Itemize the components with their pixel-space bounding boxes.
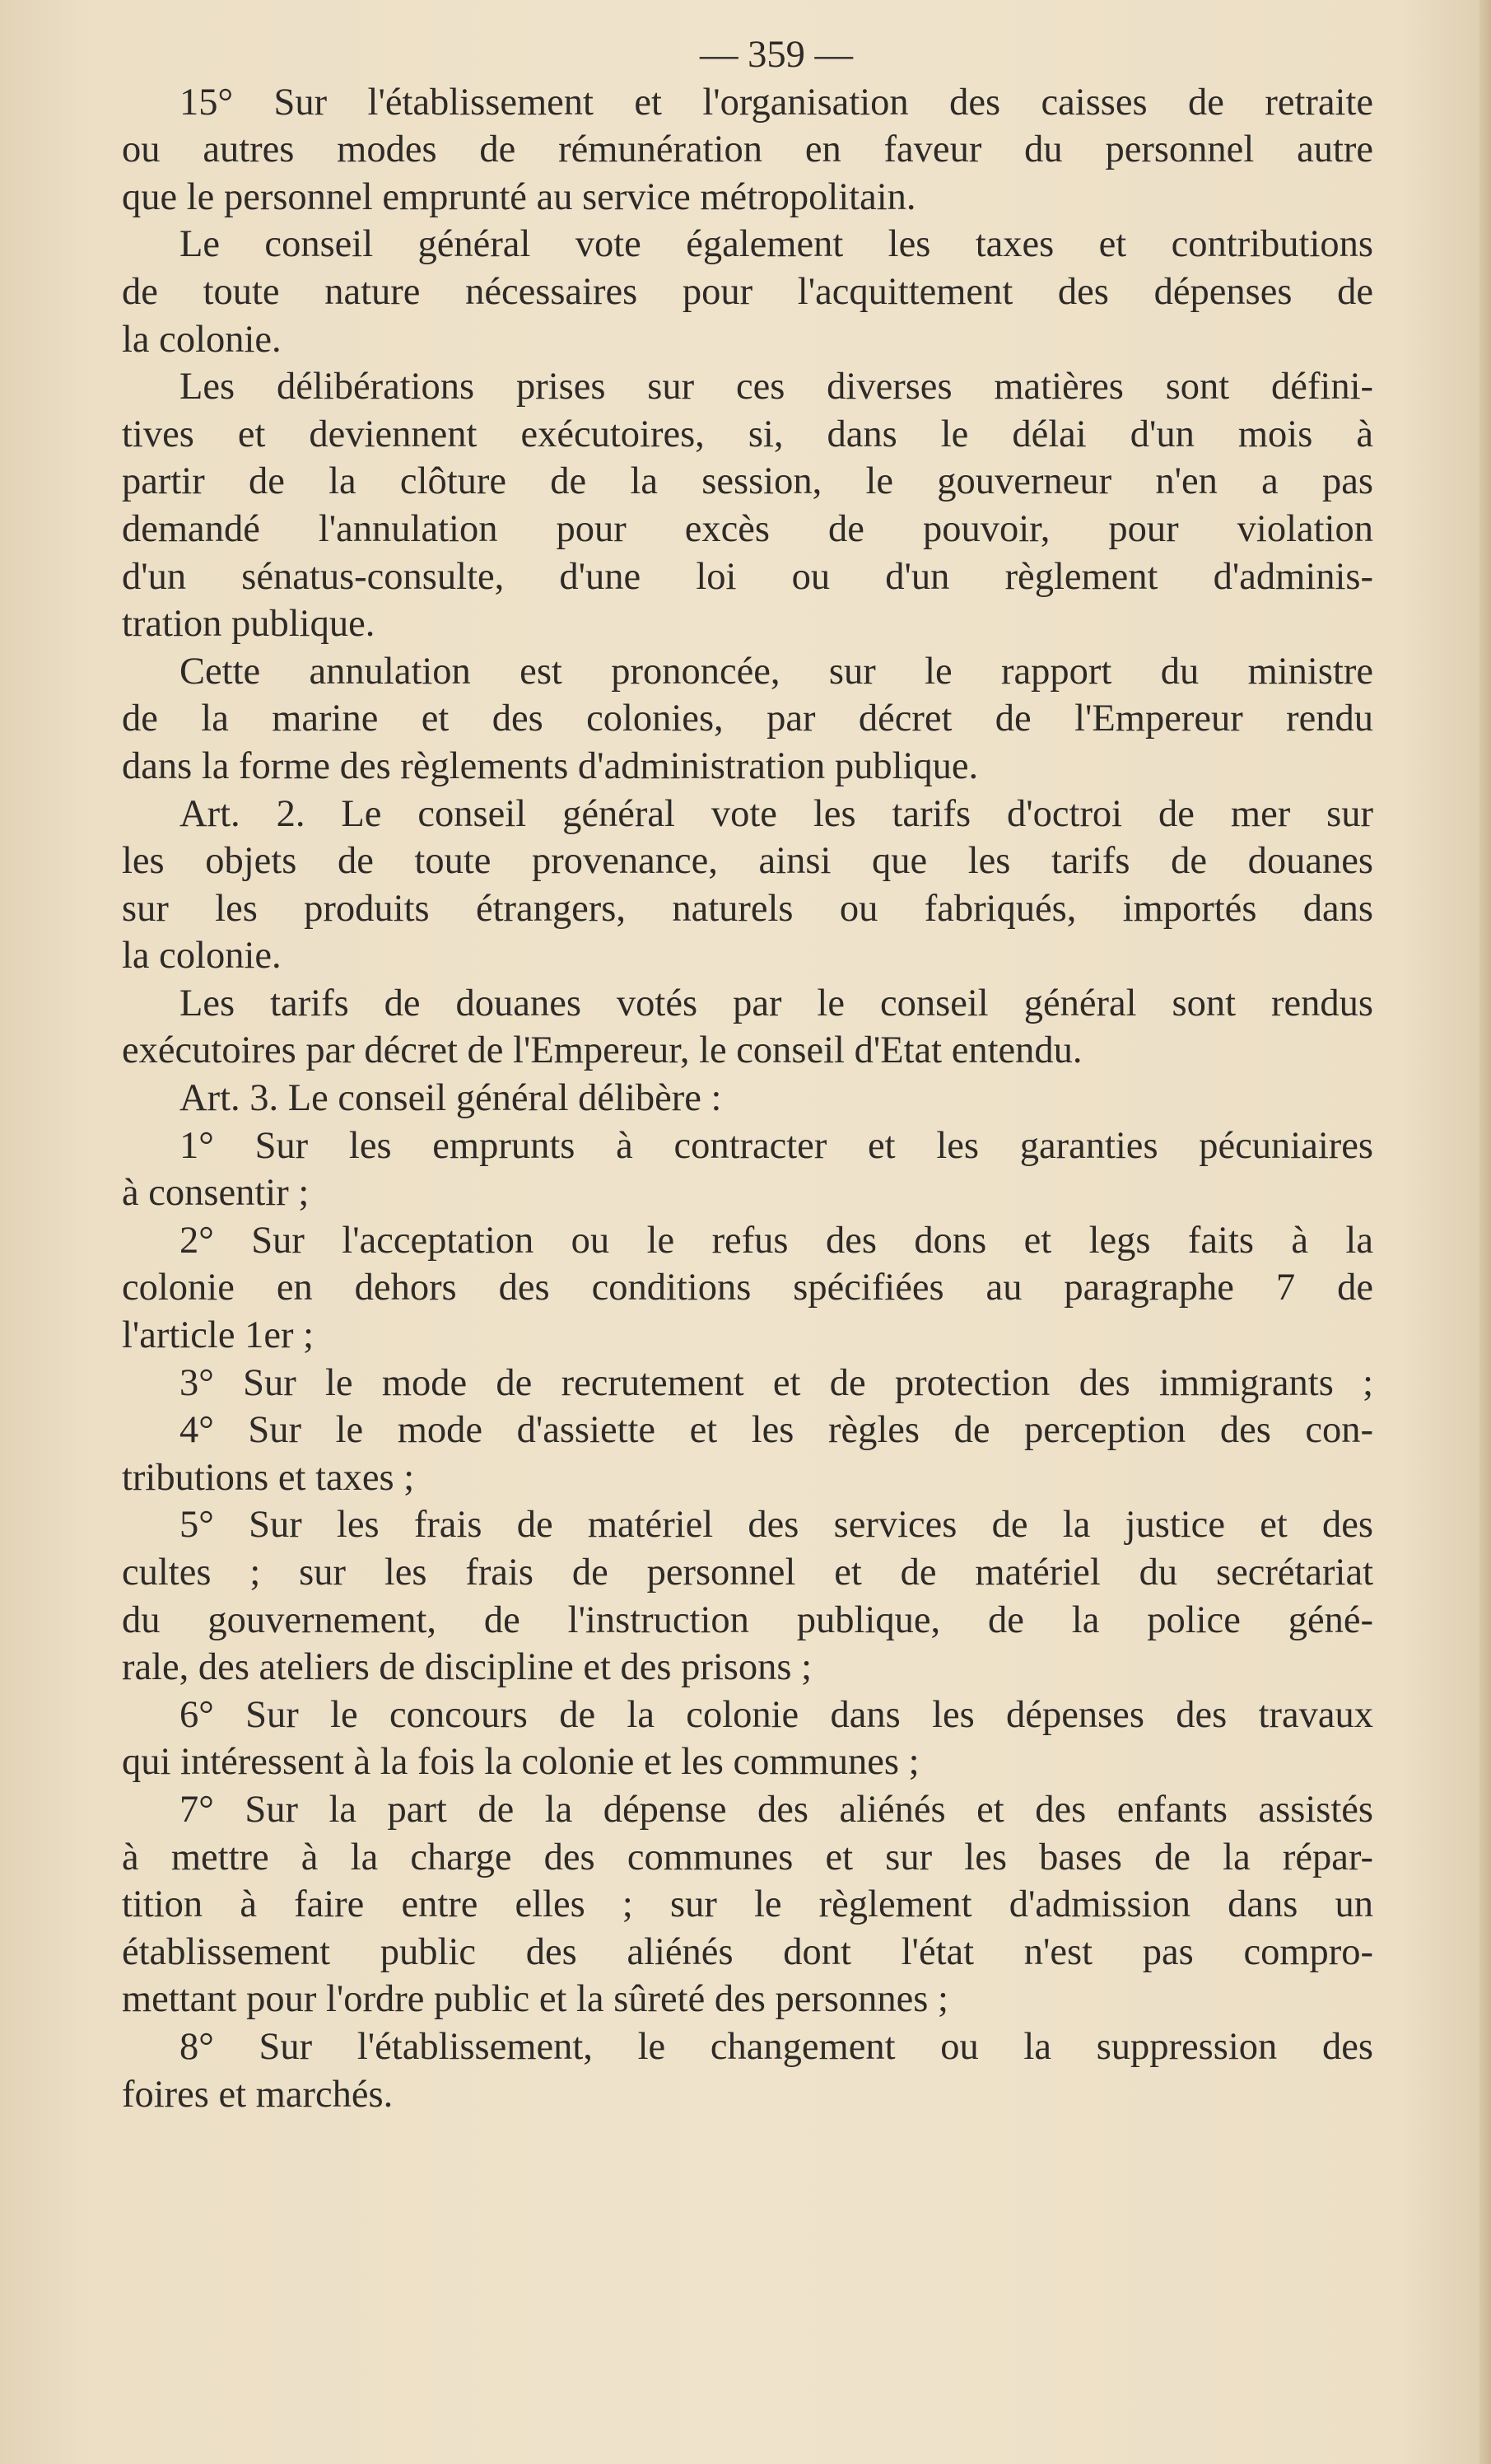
text-line: 5° Sur les frais de matériel des services de la justice et des (179, 1504, 1373, 1547)
text-line: tration publique. (122, 603, 375, 646)
text-line: la colonie. (122, 935, 282, 978)
text-line: 15° Sur l'établissement et l'organisation des caisses de retraite (179, 81, 1373, 124)
text-line: 7° Sur la part de la dépense des aliénés et des enfants assistés (179, 1788, 1373, 1831)
text-line: 2° Sur l'acceptation ou le refus des dons et legs faits à la (179, 1219, 1373, 1262)
text-line: Le conseil général vote également les taxes et contributions (179, 223, 1373, 266)
text-line: 6° Sur le concours de la colonie dans les dépenses des travaux (179, 1693, 1373, 1736)
text-line: de la marine et des colonies, par décret de l'Empereur rendu (122, 698, 1373, 740)
text-line: rale, des ateliers de discipline et des prisons ; (122, 1646, 813, 1689)
text-line: Art. 2. Le conseil général vote les tarifs d'octroi de mer sur (179, 792, 1373, 835)
text-line: Les délibérations prises sur ces diverses matières sont défini- (179, 366, 1373, 408)
text-line: tives et deviennent exécutoires, si, dans le délai d'un mois à (122, 413, 1373, 455)
text-line: ou autres modes de rémunération en faveur du personnel autre (122, 128, 1373, 171)
page-edge (1479, 0, 1491, 2464)
text-line: colonie en dehors des conditions spécifiées au paragraphe 7 de (122, 1267, 1373, 1309)
text-line: 8° Sur l'établissement, le changement ou la suppression des (179, 2025, 1373, 2068)
text-line: du gouvernement, de l'instruction publique, de la police géné- (122, 1598, 1373, 1641)
text-line: les objets de toute provenance, ainsi que les tarifs de douanes (122, 840, 1373, 883)
text-line: d'un sénatus-consulte, d'une loi ou d'un règlement d'adminis- (122, 555, 1373, 598)
text-line: Art. 3. Le conseil général délibère : (179, 1077, 722, 1120)
text-line: partir de la clôture de la session, le gouverneur n'en a pas (122, 460, 1373, 503)
text-line: mettant pour l'ordre public et la sûreté des personnes ; (122, 1978, 948, 2021)
text-line: 1° Sur les emprunts à contracter et les garanties pécuniaires (179, 1124, 1373, 1167)
text-line: tition à faire entre elles ; sur le règlement d'admission dans un (122, 1883, 1373, 1926)
text-line: que le personnel emprunté au service métropolitain. (122, 175, 916, 218)
text-line: établissement public des aliénés dont l'état n'est pas compro- (122, 1930, 1373, 1973)
text-line: qui intéressent à la fois la colonie et les communes ; (122, 1741, 920, 1784)
text-line: dans la forme des règlements d'administration publique. (122, 744, 979, 787)
page-text (122, 31, 1373, 2118)
text-line: tributions et taxes ; (122, 1456, 415, 1499)
text-line: 4° Sur le mode d'assiette et les règles de perception des con- (179, 1409, 1373, 1452)
text-line: 3° Sur le mode de recrutement et de protection des immigrants ; (179, 1361, 1373, 1404)
text-line: à mettre à la charge des communes et sur les bases de la répar- (122, 1836, 1373, 1878)
text-line: foires et marchés. (122, 2073, 394, 2116)
text-line: la colonie. (122, 318, 282, 361)
text-line: exécutoires par décret de l'Empereur, le conseil d'Etat entendu. (122, 1029, 1083, 1072)
text-line: à consentir ; (122, 1172, 310, 1215)
page-number: — 359 — (700, 34, 853, 76)
text-line: sur les produits étrangers, naturels ou fabriqués, importés dans (122, 887, 1373, 930)
text-line: cultes ; sur les frais de personnel et de matériel du secrétariat (122, 1552, 1373, 1594)
text-line: l'article 1er ; (122, 1314, 314, 1357)
text-line: Les tarifs de douanes votés par le conseil général sont rendus (179, 982, 1373, 1024)
text-line: Cette annulation est prononcée, sur le rapport du ministre (179, 650, 1373, 693)
text-line: demandé l'annulation pour excès de pouvoir, pour violation (122, 507, 1373, 550)
text-line: de toute nature nécessaires pour l'acquittement des dépenses de (122, 270, 1373, 313)
